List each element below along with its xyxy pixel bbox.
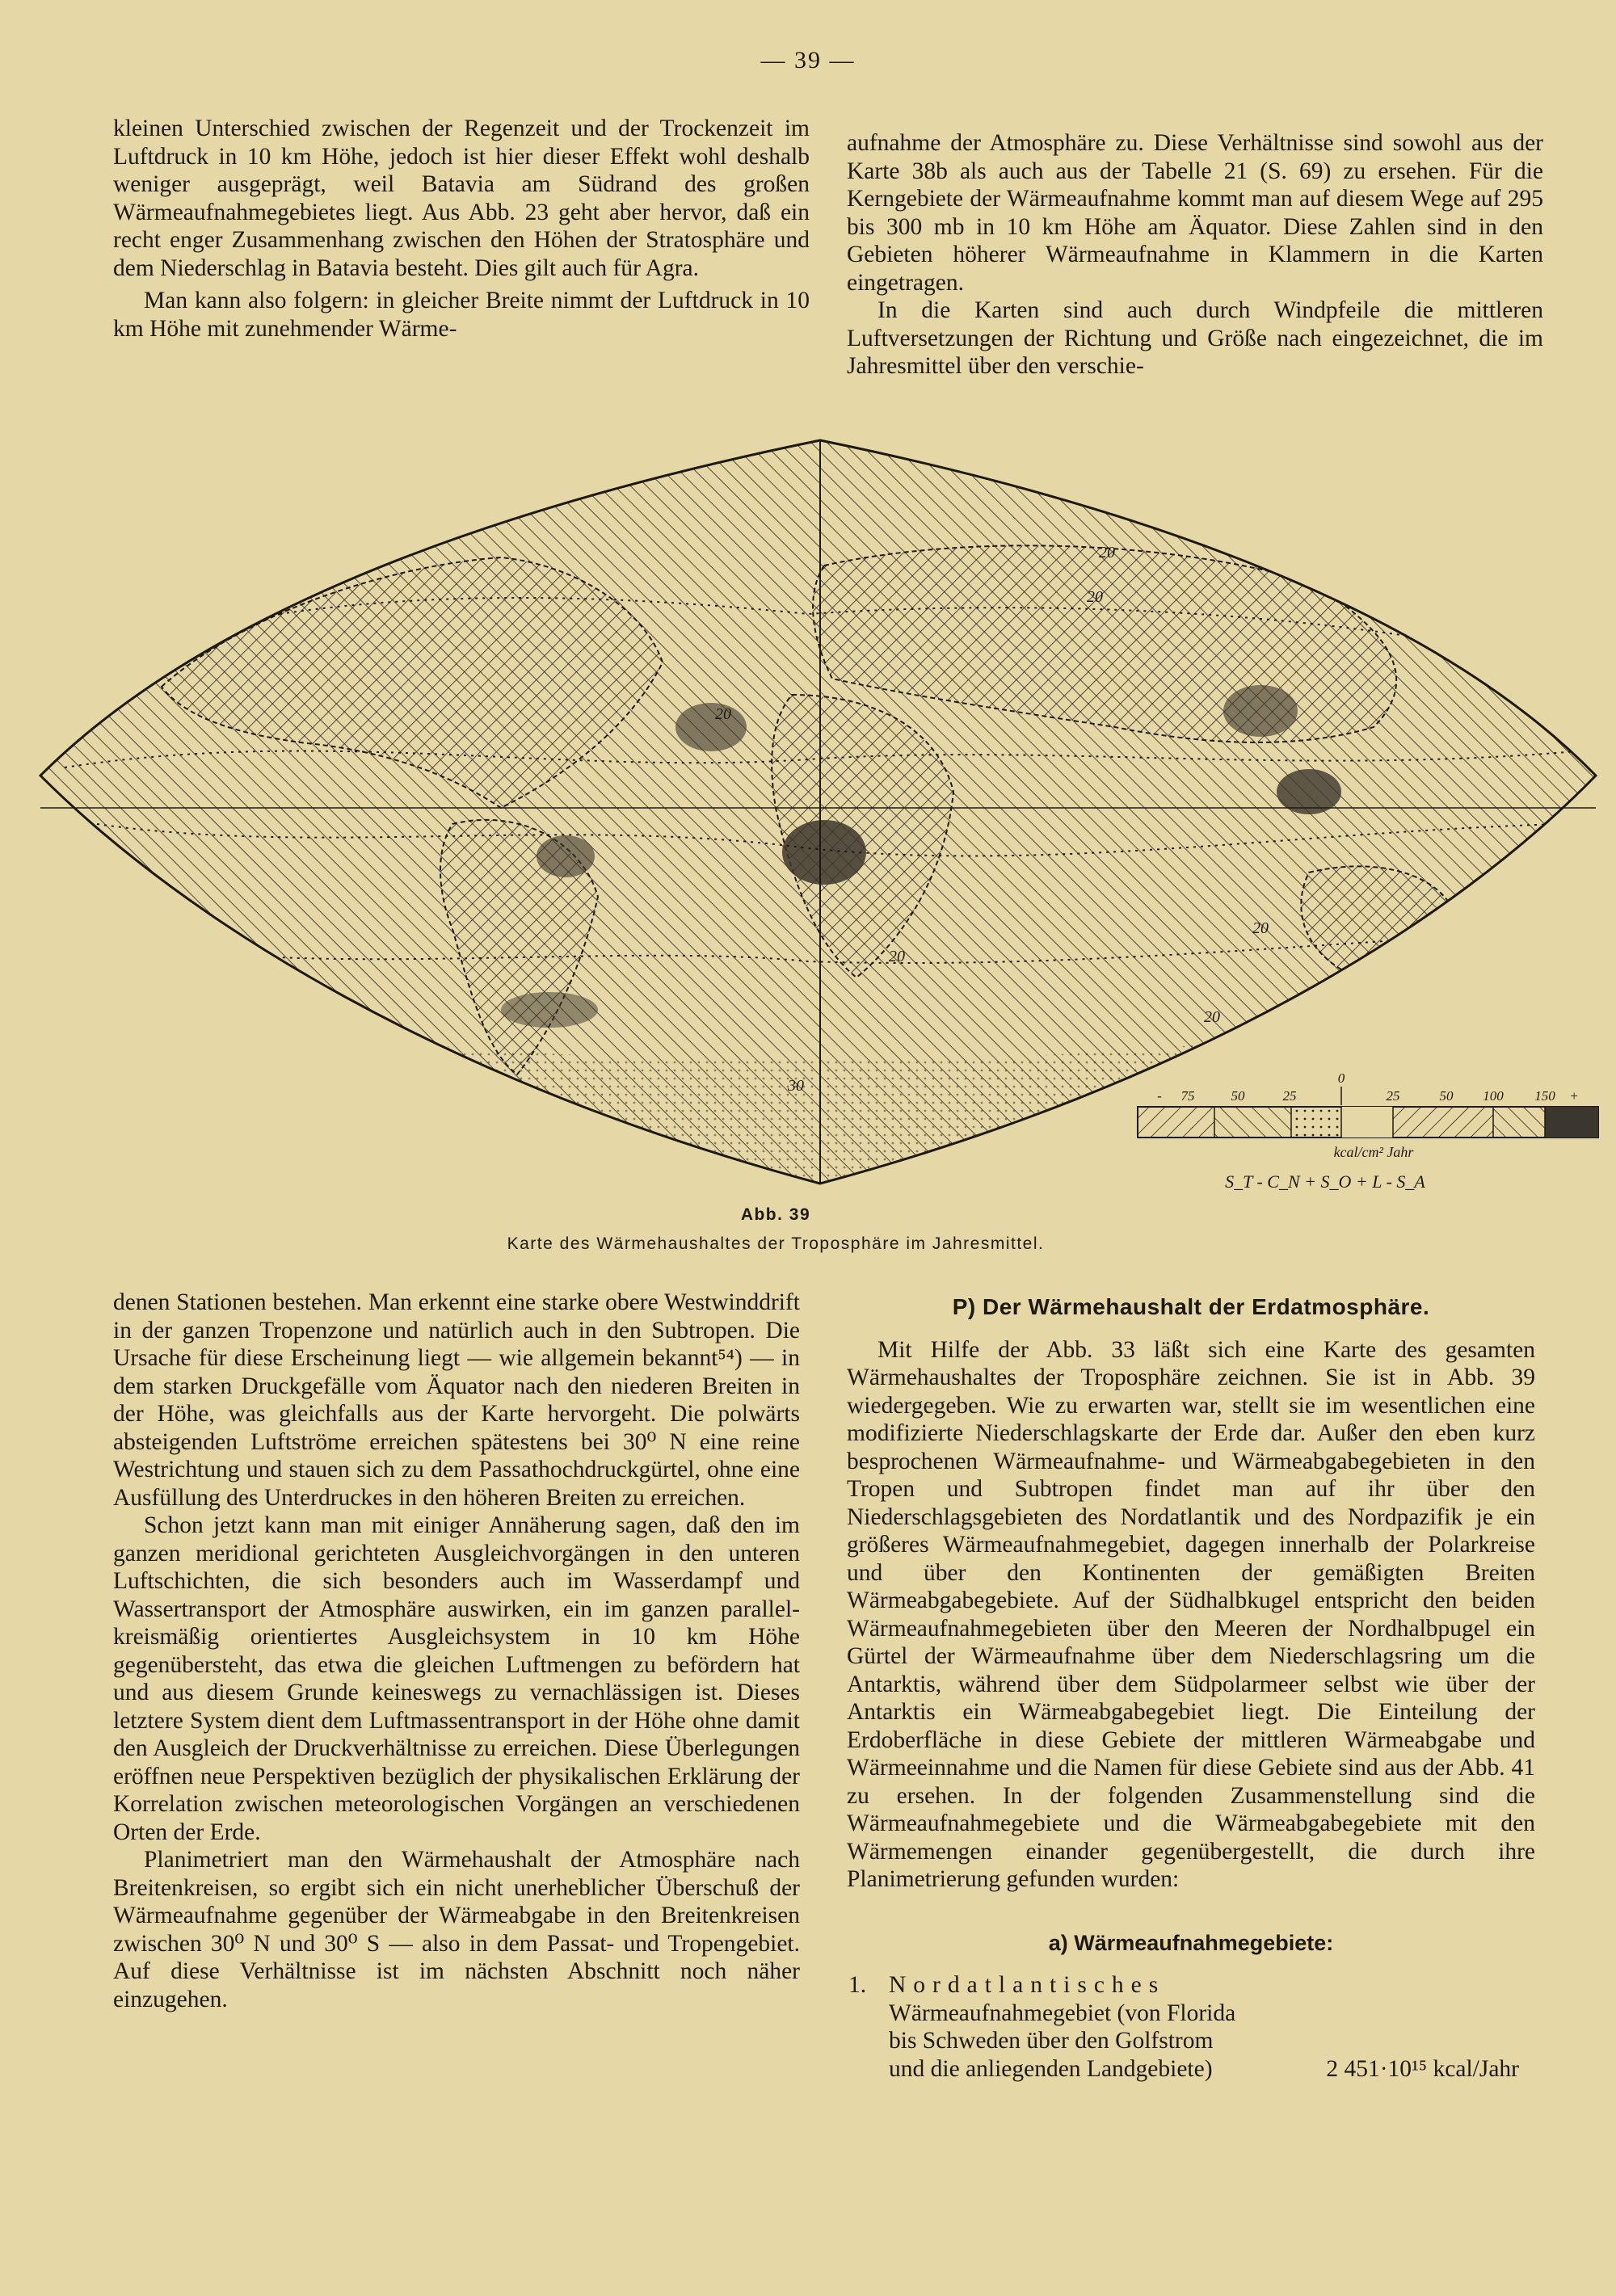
page-number: — 39 — [760,47,856,74]
heat-gain-core-america [537,835,595,877]
heat-gain-core-indian [1223,685,1298,737]
scale-tick-label: - [1157,1088,1162,1104]
scale-tick-label: 50 [1439,1088,1454,1104]
paragraph: Planimetriert man den Wärmehaushalt der Atmosphäre nach Breitenkreisen, so ergibt sich ein nicht unerheblicher Überschuß der Wärmeaufnahme gegenüber der Wärmeabgabe in den Breitenkreisen zwischen 30⁰ N und 30⁰ S — also in dem Passat- und Tropengebiet. Auf diese Verhältnisse ist im nächsten Abschnitt noch näher einzugehen. [113,1847,800,2012]
paragraph: In die Karten sind auch durch Windpfeile die mittleren Luftversetzungen der Richtung und Größe nach eingezeichnet, die im Jahresmittel über den verschie- [847,297,1543,379]
scale-bin-negative [1214,1107,1291,1137]
scale-tick-label: 150 [1534,1088,1555,1104]
scale-bin-positive [1393,1107,1493,1137]
paragraph: Mit Hilfe der Abb. 33 läßt sich eine Karte des gesamten Wärmehaushaltes der Troposphäre zeichnen. Sie ist in Abb. 39 wiedergegeben. Wie zu erwarten war, stellt sie im wesentlichen eine modifizierte Niederschlagskarte der Erde dar. Außer den eben kurz besprochenen Wärmeaufnahme- und Wärmeabgabegebieten in den Tropen und Subtropen findet man auf ihr über den Niederschlagsgebieten des Nordatlantik und des Nordpazifik je ein größeres Wärmeaufnahmegebiet, dagegen innerhalb der Polarkreise und über den Kontinenten der gemäßigten Breiten Wärmeabgabegebiete. Auf der Südhalbkugel entspricht den beiden Wärmeaufnahmegebieten über den Meeren der Nordhalbpugel ein Gürtel der Wärmeaufnahme über dem Niederschlagsring um die Antarktis, während über dem Südpolarmeer selbst wie über der Antarktis ein Wärmeabgabegebiet liegt. Die Einteilung der Erdoberfläche in diese Gebiete der mittleren Wärmeabgabe und Wärmeeinnahme und die Namen für diese Gebiete sind aus der Abb. 41 zu ersehen. In der folgenden Zusammenstellung sind die Wärmeaufnahmegebiete und die Wärmeabgabegebiete mit den Wärmemengen einander gegenübergestellt, die durch ihre Planimetrierung gefunden wurden: [847,1336,1535,1892]
contour-label: 20 [1204,1008,1220,1026]
contour-label: 20 [1087,588,1103,606]
text-column-bottom-left [113,1289,800,2013]
scale-tick-label: + [1569,1088,1579,1104]
section-heading: P) Der Wärmehaushalt der Erdatmosphäre. [952,1294,1430,1319]
scale-bin-negative-weak [1291,1107,1341,1137]
figure-label: Abb. 39 [740,1205,811,1224]
scale-bin-positive-weak [1341,1107,1393,1137]
scale-unit-label: kcal/cm² Jahr [1333,1144,1414,1160]
contour-label: 20 [1099,544,1115,561]
scale-bin-negative-strong [1138,1107,1214,1137]
contour-label: 20 [889,948,905,965]
text-column-bottom-right [847,1289,1535,2083]
paragraph: Schon jetzt kann man mit einiger Annäherung sagen, daß den im ganzen meridional gerichteten Ausgleichvorgängen in den unteren Luftschichten, die sich besonders auch im Wasserdampf und Wassertransport der Atmosphäre auswirken, ein im ganzen parallel-kreismäßig orientiertes Ausgleichsystem in 10 km Höhe gegenübersteht, das etwa die gleichen Luftmengen zu befördern hat und aus diesem Grunde keineswegs zu vernachlässigen ist. Dieses letztere System dient dem Luftmassentransport in der Höhe ohne damit den Ausgleich der Druckverhältnisse zu erreichen. Diese Überlegungen eröffnen neue Perspektiven bezüglich der physikalischen Erklärung der Korrelation zwischen meteorologischen Vorgängen an verschiedenen Orten der Erde. [113,1512,800,1845]
list-item [847,1971,1535,2083]
list-item-value: 2 451·10¹⁵ kcal/Jahr [1326,2055,1519,2082]
paragraph: Man kann also folgern: in gleicher Breite nimmt der Luftdruck in 10 km Höhe mit zunehmender Wärme- [113,288,810,342]
scale-tick-label: 25 [1282,1088,1297,1104]
heat-gain-core-atlantic [675,703,747,751]
scale-tick-label: 25 [1386,1088,1400,1104]
scale-legend [1138,1070,1598,1192]
list-item-number: 1. [848,1972,867,1998]
contour-label: 30 [788,1077,804,1095]
map-projection [40,440,1596,1212]
scale-bin-positive-strong [1493,1107,1545,1137]
scale-tick-label: 75 [1180,1088,1195,1104]
list-item-title: Nordatlantisches [889,1972,1166,1998]
heat-gain-core-south [501,992,598,1028]
contour-label: 20 [1252,919,1269,937]
contour-label: 20 [715,705,731,723]
paragraph: kleinen Unterschied zwischen der Regenzeit und der Trockenzeit im Luftdruck in 10 km Höhe, jedoch ist hier dieser Effekt wohl deshalb weniger ausgeprägt, weil Batavia am Südrand des großen Wärmeaufnahmegebietes liegt. Aus Abb. 23 geht aber hervor, daß ein recht enger Zusammenhang zwischen den Höhen der Stratosphäre und dem Niederschlag in Batavia besteht. Dies gilt auch für Agra. [113,116,810,281]
figure-caption: Karte des Wärmehaushaltes der Troposphäre im Jahresmittel. [507,1234,1045,1253]
scale-formula: S_T - C_N + S_O + L - S_A [1225,1171,1425,1192]
paragraph: aufnahme der Atmosphäre zu. Diese Verhältnisse sind sowohl aus der Karte 38b als auch aus der Tabelle 21 (S. 69) zu ersehen. Für die Kerngebiete der Wärmeaufnahme kommt man auf diesem Wege auf 295 bis 300 mb in 10 km Höhe am Äquator. Diese Zahlen sind in den Gebieten höherer Wärmeaufnahme in Klammern in die Karten eingetragen. [847,130,1543,296]
scale-tick-label: 0 [1337,1070,1345,1086]
scale-bin-positive-max [1545,1107,1598,1137]
scale-tick-label: 100 [1483,1088,1504,1104]
sub-heading: a) Wärmeaufnahmegebiete: [1048,1930,1334,1955]
scale-tick-label: 50 [1231,1088,1245,1104]
list-item-description: Wärmeaufnahmegebiet (von Florida bis Schweden über den Golfstrom und die anliegenden Landgebiete) [889,2000,1236,2082]
paragraph: denen Stationen bestehen. Man erkennt eine starke obere Westwinddrift in der ganzen Tropenzone und natürlich auch in den Subtropen. Die Ursache für diese Erscheinung liegt — wie allgemein bekannt⁵⁴) — in dem starken Druckgefälle vom Äquator nach den niederen Breiten in der Höhe, was gleichfalls aus der Karte hervorgeht. Die polwärts absteigenden Luftströme erreichen spätestens bei 30⁰ N eine reine Westrichtung und stauen sich zu dem Passathochdruckgürtel, ohne eine Ausfüllung des Unterdruckes in den höheren Breiten zu erreichen. [113,1289,800,1511]
